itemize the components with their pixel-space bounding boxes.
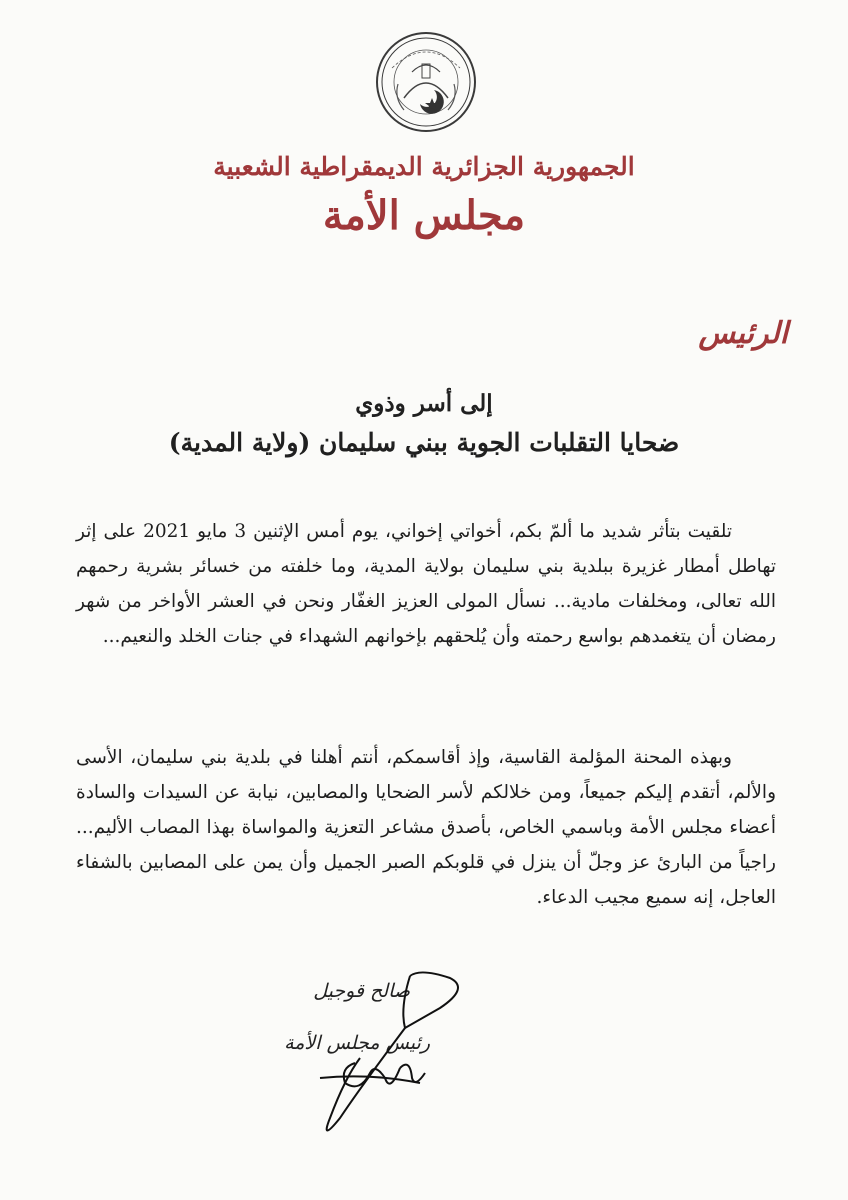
- signatory-name: صالح قوجيل: [313, 980, 410, 1002]
- body-paragraph-2: وبهذه المحنة المؤلمة القاسية، وإذ أقاسمكم، أنتم أهلنا في بلدية بني سليمان، الأسى والألم، أتقدم إليكم جميعاً، ومن خلالكم لأسر الضحايا والمصابين، نيابة عن السيدات والسادة أعضاء مجلس الأمة وباسمي الخاص، بأصدق مشاعر التعزية والمواساة بهذا المصاب الأليم... راجياً من البارئ عز وجلّ أن ينزل في قلوبكم الصبر الجميل وأن يمن على المصابين بالشفاء العاجل، إنه سميع مجيب الدعاء.: [76, 747, 776, 908]
- republic-name: الجمهورية الجزائرية الديمقراطية الشعبية: [213, 152, 635, 181]
- signatory-title: رئيس مجلس الأمة: [284, 1032, 430, 1054]
- state-seal-icon: [374, 28, 478, 136]
- body-paragraph-1: تلقيت بتأثر شديد ما ألمّ بكم، أخواتي إخواني، يوم أمس الإثنين 3 مايو 2021 على إثر تهاطل أمطار غزيرة ببلدية بني سليمان بولاية المدية، وما خلفته من خسائر بشرية رحمهم الله تعالى، ومخلفات مادية... نسأل المولى العزيز الغفّار ونحن في العشر الأواخر من شهر رمضان أن يتغمدهم بواسع رحمته وأن يُلحقهم بإخوانهم الشهداء في جنات الخلد والنعيم...: [76, 521, 776, 647]
- addressee-line-2: ضحايا التقلبات الجوية ببني سليمان (ولاية المدية): [168, 428, 680, 457]
- handwritten-signature-icon: [300, 968, 480, 1148]
- council-name: مجلس الأمة: [322, 192, 526, 239]
- president-mark: الرئيس: [698, 316, 788, 351]
- addressee-line-1: إلى أسر وذوي: [355, 390, 493, 417]
